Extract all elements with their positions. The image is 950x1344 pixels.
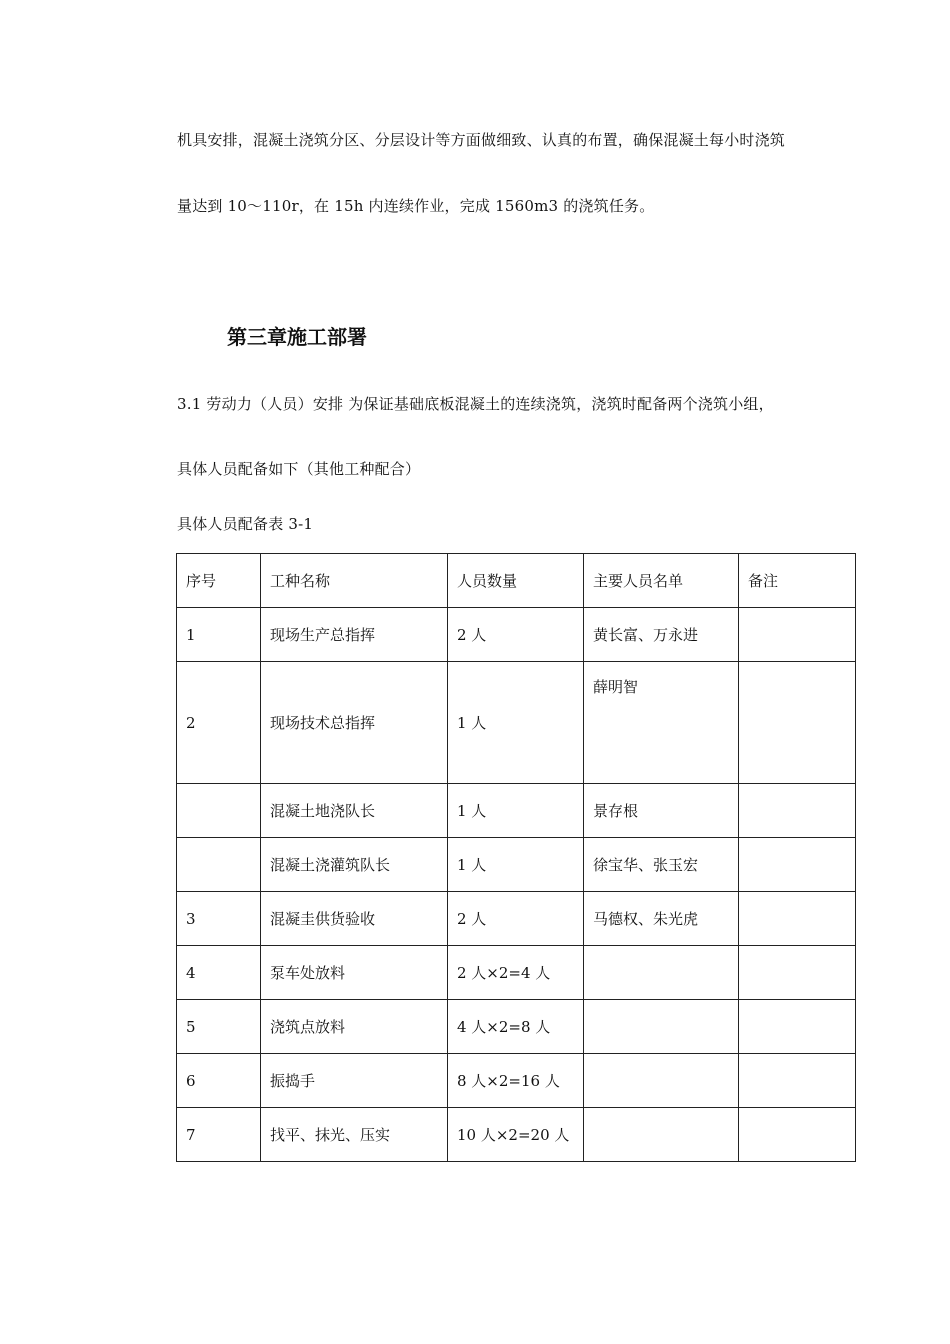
table-caption: 具体人员配备表 3-1	[177, 515, 314, 533]
table-cell: 振捣手	[261, 1054, 448, 1108]
table-cell: 现场技术总指挥	[261, 662, 448, 784]
table-row	[177, 946, 856, 1000]
header-cell: 人员数量	[448, 554, 584, 608]
table-cell: 徐宝华、张玉宏	[584, 838, 739, 892]
body-paragraph: 机具安排，混凝土浇筑分区、分层设计等方面做细致、认真的布置，确保混凝土每小时浇筑	[177, 131, 786, 149]
table-cell	[584, 1108, 739, 1162]
table-cell: 混凝圭供货验收	[261, 892, 448, 946]
table-cell	[739, 892, 856, 946]
table-cell: 1 人	[448, 662, 584, 784]
header-cell: 备注	[739, 554, 856, 608]
table-cell	[739, 608, 856, 662]
table-cell: 6	[177, 1054, 261, 1108]
table-row	[177, 1108, 856, 1162]
table-row	[177, 662, 856, 784]
table-cell: 马德权、朱光虎	[584, 892, 739, 946]
table-cell	[584, 1054, 739, 1108]
table-cell	[739, 1108, 856, 1162]
table-cell: 5	[177, 1000, 261, 1054]
table-cell: 找平、抹光、压实	[261, 1108, 448, 1162]
table-cell	[739, 1000, 856, 1054]
body-paragraph: 量达到 10～110r，在 15h 内连续作业，完成 1560m3 的浇筑任务。	[177, 197, 655, 215]
table-cell: 10 人×2=20 人	[448, 1108, 584, 1162]
table-cell	[177, 784, 261, 838]
table-cell: 泵车处放料	[261, 946, 448, 1000]
table-cell	[584, 1000, 739, 1054]
table-row	[177, 608, 856, 662]
table-cell: 景存根	[584, 784, 739, 838]
table-cell: 浇筑点放料	[261, 1000, 448, 1054]
table-cell: 现场生产总指挥	[261, 608, 448, 662]
table-cell	[177, 838, 261, 892]
body-paragraph: 具体人员配备如下（其他工种配合）	[177, 460, 421, 478]
table-row	[177, 1000, 856, 1054]
header-cell: 主要人员名单	[584, 554, 739, 608]
chapter-heading: 第三章施工部署	[227, 325, 367, 349]
table-cell: 4	[177, 946, 261, 1000]
table-cell	[739, 784, 856, 838]
table-cell: 2 人×2=4 人	[448, 946, 584, 1000]
table-cell: 3	[177, 892, 261, 946]
table-row	[177, 892, 856, 946]
table-cell: 2 人	[448, 608, 584, 662]
table-header-row	[177, 554, 856, 608]
table-cell: 4 人×2=8 人	[448, 1000, 584, 1054]
table-cell: 1 人	[448, 784, 584, 838]
table-cell: 1	[177, 608, 261, 662]
table-row	[177, 1054, 856, 1108]
table-cell	[739, 838, 856, 892]
header-cell: 序号	[177, 554, 261, 608]
table-cell: 混凝土地浇队长	[261, 784, 448, 838]
table-row	[177, 838, 856, 892]
table-cell: 8 人×2=16 人	[448, 1054, 584, 1108]
table-cell: 1 人	[448, 838, 584, 892]
table-cell: 7	[177, 1108, 261, 1162]
table-cell	[584, 946, 739, 1000]
table-cell: 黄长富、万永进	[584, 608, 739, 662]
staffing-table	[176, 553, 856, 1162]
table-cell	[739, 1054, 856, 1108]
header-cell: 工种名称	[261, 554, 448, 608]
table-cell	[739, 662, 856, 784]
table-cell: 2 人	[448, 892, 584, 946]
table-row	[177, 784, 856, 838]
table-cell: 2	[177, 662, 261, 784]
table-cell: 薛明智	[584, 662, 739, 784]
body-paragraph: 3.1 劳动力（人员）安排 为保证基础底板混凝土的连续浇筑，浇筑时配备两个浇筑小组，	[177, 395, 774, 413]
table-cell: 混凝土浇灌筑队长	[261, 838, 448, 892]
table-cell	[739, 946, 856, 1000]
